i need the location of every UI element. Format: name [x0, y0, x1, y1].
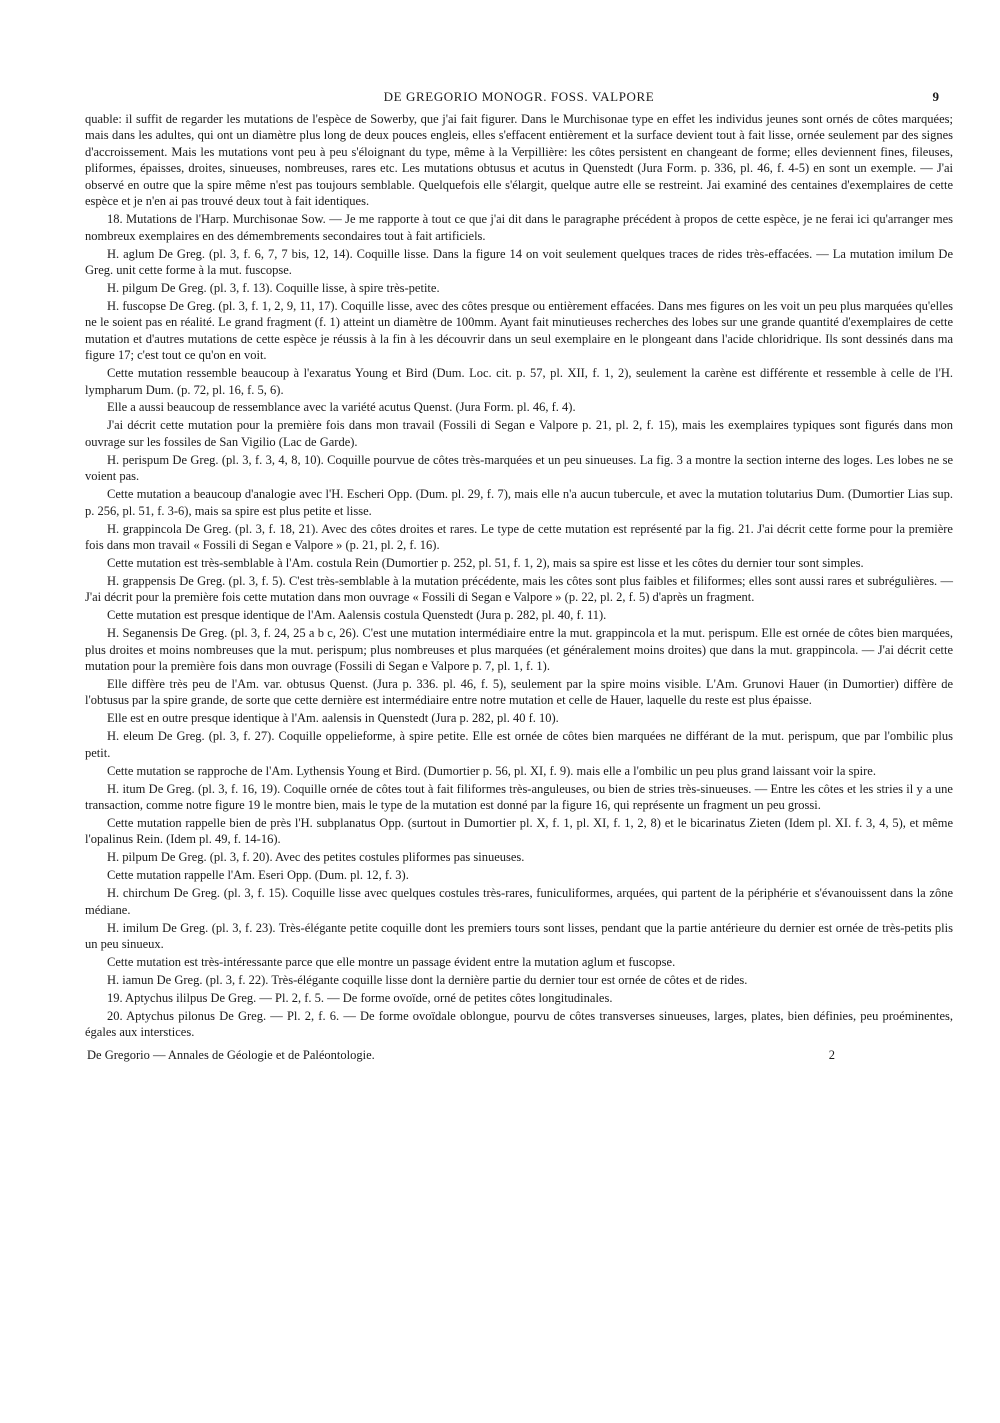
- body-text: [85, 111, 953, 1041]
- page-footer: [85, 1047, 953, 1063]
- paragraph: H. Seganensis De Greg. (pl. 3, f. 24, 25 a b c, 26). C'est une mutation intermédiaire entre la mut. grappincola et la mut. perispum. Elle est ornée de côtes bien marquées, plus droites et moins nombreuses que la mut. perispum; plus nombreuses et plus marquées (et généralement moins droites) que dans la mut. grappincola. — J'ai décrit cette mutation pour la première fois dans mon ouvrage (Fossili di Segan e Valpore p. 7, pl. 1, f. 1).: [85, 626, 953, 673]
- paragraph: H. grappincola De Greg. (pl. 3, f. 18, 21). Avec des côtes droites et rares. Le type de cette mutation est représenté par la fig. 21. J'ai décrit cette forme pour la première fois dans mon travail « Fossili di Segan e Valpore » (p. 21, pl. 2, f. 16).: [85, 521, 953, 552]
- paragraph: H. aglum De Greg. (pl. 3, f. 6, 7, 7 bis, 12, 14). Coquille lisse. Dans la figure 14 on voit seulement quelques traces de rides très-effacées. — La mutation imilum De Greg. unit cette forme à la mut. fuscopse.: [85, 246, 953, 277]
- paragraph: Cette mutation a beaucoup d'analogie avec l'H. Escheri Opp. (Dum. pl. 29, f. 7), mais elle n'a aucun tubercule, et avec la mutation tolutarius Dum. (Dumortier Lias sup. p. 256, pl. 51, f. 3-6), mais sa spire est plus petite et lisse.: [85, 487, 953, 518]
- paragraph: H. itum De Greg. (pl. 3, f. 16, 19). Coquille ornée de côtes tout à fait filiformes très-anguleuses, ou bien de stries très-sinueuses. — Entre les côtes et les stries il y a une transaction, comme notre figure 19 le montre bien, mais le type de la mutation est donné par la figure 16, qui représente un fragment un peu grossi.: [85, 781, 953, 812]
- section-20-paragraph: 20. Aptychus pilonus De Greg. — Pl. 2, f. 6. — De forme ovoïdale oblongue, pourvu de côtes transverses sinueuses, larges, plates, bien définies, peu proéminentes, égales aux interstices.: [85, 1008, 953, 1040]
- paragraph: Cette mutation rappelle bien de près l'H. subplanatus Opp. (surtout in Dumortier pl. X, f. 1, pl. XI, f. 1, 2, 8) et le bicarinatus Zieten (Idem pl. XI. f. 3, 4, 5), et même l'opalinus Rein. (Idem pl. 49, f. 14-16).: [85, 815, 953, 847]
- journal-source: De Gregorio — Annales de Géologie et de Paléontologie.: [87, 1047, 375, 1062]
- page-number: 9: [932, 89, 939, 104]
- paragraph: H. eleum De Greg. (pl. 3, f. 27). Coquille oppelieforme, à spire petite. Elle est ornée de côtes bien marquées ne différant de la mut. perispum, que par l'ombilic plus petit.: [85, 729, 953, 760]
- paragraph: H. pilgum De Greg. (pl. 3, f. 13). Coquille lisse, à spire très-petite.: [107, 280, 440, 295]
- section-19-paragraph: 19. Aptychus ililpus De Greg. — Pl. 2, f. 5. — De forme ovoïde, orné de petites côtes longitudinales.: [107, 990, 613, 1005]
- paragraph: Elle est en outre presque identique à l'Am. aalensis in Quenstedt (Jura p. 282, pl. 40 f. 10).: [107, 711, 559, 726]
- paragraph: Cette mutation est très-intéressante parce que elle montre un passage évident entre la mutation aglum et fuscopse.: [107, 954, 676, 969]
- paragraph: Cette mutation est très-semblable à l'Am. costula Rein (Dumortier p. 252, pl. 51, f. 1, 2), mais sa spire est lisse et les côtes du dernier tour sont simples.: [107, 555, 864, 570]
- paragraph: H. imilum De Greg. (pl. 3, f. 23). Très-élégante petite coquille dont les premiers tours sont lisses, pendant que la partie antérieure du dernier est ornée de très-petits plis un peu sinueux.: [85, 920, 953, 951]
- paragraph: Cette mutation se rapproche de l'Am. Lythensis Young et Bird. (Dumortier p. 56, pl. XI, f. 9). mais elle a l'ombilic un peu plus grand laissant voir la spire.: [107, 763, 876, 778]
- paragraph: H. perispum De Greg. (pl. 3, f. 3, 4, 8, 10). Coquille pourvue de côtes très-marquées et un peu sinueuses. La fig. 3 a montre la section interne des loges. Les lobes ne se voient pas.: [85, 452, 953, 484]
- paragraph: H. iamun De Greg. (pl. 3, f. 22). Très-élégante coquille lisse dont la dernière partie du dernier tour est ornée de côtes et de rides.: [107, 972, 748, 987]
- document-page: [85, 88, 953, 1063]
- section-18-paragraph: 18. Mutations de l'Harp. Murchisonae Sow. — Je me rapporte à tout ce que j'ai dit dans le paragraphe précédent à propos de cette espèce, je ne ferai ici qu'arranger mes nombreux exemplaires en des démembrements secondaires tout à fait artificiels.: [85, 212, 953, 243]
- signature-mark: 2: [828, 1047, 835, 1062]
- running-header: [85, 88, 953, 106]
- paragraph: H. pilpum De Greg. (pl. 3, f. 20). Avec des petites costules pliformes pas sinueuses.: [107, 850, 525, 865]
- paragraph: H. chirchum De Greg. (pl. 3, f. 15). Coquille lisse avec quelques costules très-rares, funiculiformes, arquées, qui partent de la périphérie et s'évanouissent dans la zône médiane.: [85, 886, 953, 917]
- paragraph: Elle a aussi beaucoup de ressemblance avec la variété acutus Quenst. (Jura Form. pl. 46, f. 4).: [107, 400, 576, 415]
- paragraph: Cette mutation ressemble beaucoup à l'exaratus Young et Bird (Dum. Loc. cit. p. 57, pl. XII, f. 1, 2), seulement la carène est différente et ressemble à celle de l'H. lympharum Dum. (p. 72, pl. 16, f. 5, 6).: [85, 366, 953, 397]
- running-title: DE GREGORIO MONOGR. FOSS. VALPORE: [383, 89, 655, 104]
- paragraph: Elle diffère très peu de l'Am. var. obtusus Quenst. (Jura p. 336. pl. 46, f. 5), seulement par la spire moins visible. L'Am. Grunovi Hauer (in Dumortier) diffère de l'obtusus par la spire grande, de sorte que cette dernière est intermédiaire entre notre mutation et celle de Hauer, laquelle du reste est plus épaisse.: [85, 676, 953, 708]
- paragraph: H. grappensis De Greg. (pl. 3, f. 5). C'est très-semblable à la mutation précédente, mais les côtes sont plus faibles et filiformes; elles sont aussi rares et subrégulières. — J'ai décrit pour la première fois cette mutation dans mon ouvrage « Fossili di Segan e Valpore » (p. 22, pl. 2, f. 5) d'après un fragment.: [85, 573, 953, 605]
- paragraph: J'ai décrit cette mutation pour la première fois dans mon travail (Fossili di Segan e Valpore p. 21, pl. 2, f. 15), mais les exemplaires typiques sont figurés dans mon ouvrage sur les fossiles de San Vigilio (Lac de Garde).: [85, 418, 953, 449]
- paragraph: quable: il suffit de regarder les mutations de l'espèce de Sowerby, que j'ai fait figurer. Dans le Murchisonae type en effet les individus jeunes sont ornés de côtes marquées; mais dans les adultes, qui ont un diamètre plus long de deux pouces engleis, elles s'effacent entièrement et la surface devient tout à fait lisse, ornée seulement par des signes d'accroissement. Mais les mutations vont peu à peu s'éloignant du type, même à la Verpillière: les côtes persistent en changeant de forme; elles deviennent fines, fileuses, pliformes, épaisses, droites, sinueuses, nombreuses, rares etc. Les mutations obtusus et acutus in Quenstedt (Jura Form. p. 336, pl. 46, f. 4-5) en sont un exemple. — J'ai observé en outre que la spire même n'est pas toujours semblable. Quelquefois elle s'élargit, quelque autre elle se restreint. Jai examiné des centaines d'exemplaires de cette espèce et je n'en ai pas trouvé deux tout à fait identiques.: [85, 112, 953, 209]
- paragraph: Cette mutation rappelle l'Am. Eseri Opp. (Dum. pl. 12, f. 3).: [107, 868, 409, 883]
- paragraph: Cette mutation est presque identique de l'Am. Aalensis costula Quenstedt (Jura p. 282, pl. 40, f. 11).: [107, 608, 607, 623]
- paragraph: H. fuscopse De Greg. (pl. 3, f. 1, 2, 9, 11, 17). Coquille lisse, avec des côtes presque ou entièrement effacées. Dans mes figures on les voit un peu plus marquées qu'elles ne le soient pas en réalité. Le grand fragment (f. 1) atteint un diamètre de 100mm. Ayant fait minutieuses recherches des lobes sur une grande quantité d'exemplaires de cette mutation et d'autres mutations de cette espèce je réussis à la fin à les découvrir dans un seul exemplaire en le plongeant dans l'acide chloridrique. Ils sont dessinés dans ma figure 17; c'est tout ce qu'on en voit.: [85, 298, 953, 363]
